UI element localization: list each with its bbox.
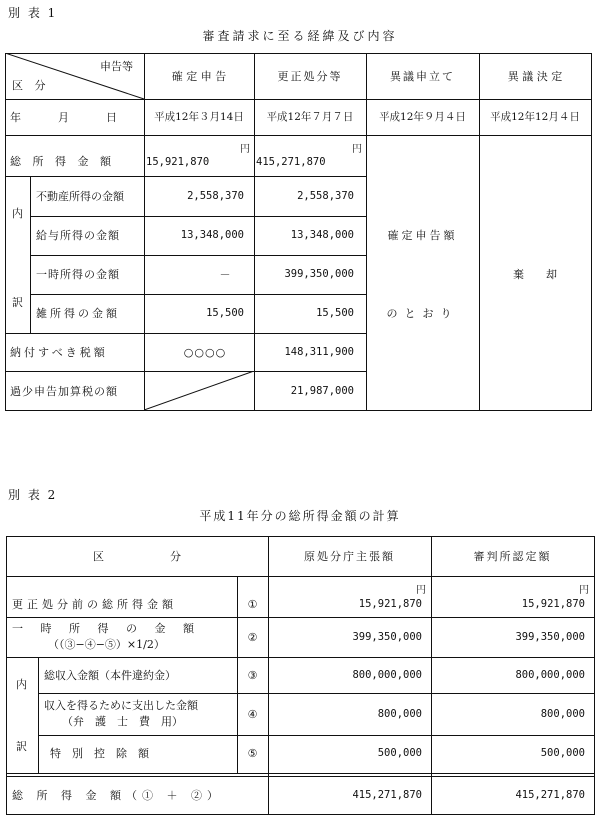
table2-row-value: 15,921,870 [521, 598, 585, 610]
table1-date-label: 年 月 日 [10, 111, 122, 124]
table2-col2-header: 審判所認定額 [473, 550, 552, 563]
table1-date-value: 平成12年９月４日 [379, 111, 466, 123]
table1-objection-merged-top: 確定申告額 [387, 229, 458, 242]
table2-yen-unit: 円 [579, 585, 589, 596]
table2-col0-header: 区 分 [93, 550, 181, 563]
table2-yen-unit: 円 [416, 585, 426, 596]
table2-breakdown-circle: ④ [247, 708, 258, 721]
table1-breakdown-value: 2,558,370 [187, 190, 244, 202]
table1-yen-unit: 円 [352, 144, 362, 155]
table1-breakdown-value: 15,500 [316, 307, 354, 319]
table2-breakdown-value: 800,000,000 [352, 669, 422, 681]
table2-col1-header: 原処分庁主張額 [304, 550, 395, 563]
table1-col-header: 確 定 申 告 [171, 70, 227, 83]
table1-col-header: 更正処分等 [277, 70, 343, 83]
table2-breakdown-value: 800,000 [377, 708, 422, 720]
table1-breakdown-value: 13,348,000 [290, 229, 354, 241]
table2-total-label: 総 所 得 金 額（① ＋ ②） [12, 789, 223, 802]
table2-breakdown-item-sublabel: （弁 護 士 費 用） [62, 715, 183, 728]
table1-decision-merged: 棄 却 [513, 268, 557, 281]
table1-breakdown-item-label: 不動産所得の金額 [36, 190, 124, 203]
table1-breakdown-item-label: 給与所得の金額 [36, 229, 120, 242]
table1-corner-bottom: 区 分 [12, 79, 50, 92]
table2-total-value: 415,271,870 [515, 789, 585, 801]
table2-row-circle: ② [247, 631, 258, 644]
table1-title: 審査請求に至る経緯及び内容 [202, 29, 398, 43]
table1-breakdown-item-label: 一時所得の金額 [36, 268, 120, 281]
table2-breakdown-value: 800,000 [540, 708, 585, 720]
table1-breakdown-value: 399,350,000 [284, 268, 354, 280]
table2-breakdown-value: 500,000 [377, 747, 422, 759]
table1-objection-merged-bottom: のとおり [386, 307, 459, 320]
table2-row-sublabel: （（③−④−⑤）×1/2） [48, 638, 165, 651]
table1-tax-value: ○○○○ [183, 346, 227, 359]
table2-breakdown-item-label: 収入を得るために支出した金額 [44, 699, 198, 712]
table1-col-header: 異議申立て [390, 70, 455, 83]
table1-breakdown-value: 15,500 [206, 307, 244, 319]
table1-total-value: 15,921,870 [146, 156, 210, 168]
table1-breakdown-label-bottom: 訳 [12, 296, 23, 309]
table1-tax-label: 納付すべき税額 [10, 346, 108, 359]
table1-label: 別 表 1 [8, 6, 58, 20]
table1-date-value: 平成12年７月７日 [266, 111, 354, 123]
table2-breakdown-item-label: 総収入金額（本件違約金） [44, 669, 176, 682]
table1-date-value: 平成12年３月14日 [154, 111, 244, 123]
table1-breakdown-value: 2,558,370 [297, 190, 354, 202]
table2-breakdown-circle: ③ [247, 669, 258, 682]
table2-breakdown-value: 800,000,000 [515, 669, 585, 681]
table2-label: 別 表 2 [8, 488, 58, 502]
table2-breakdown-item-label: 特 別 控 除 額 [50, 747, 149, 760]
table1-yen-unit: 円 [240, 144, 250, 155]
table2-title: 平成11年分の総所得金額の計算 [199, 509, 401, 523]
table2-breakdown-label-top: 内 [16, 678, 27, 691]
table2-row-label: 更正処分前の総所得金額 [12, 598, 177, 611]
table1-breakdown-label-top: 内 [12, 207, 23, 220]
table1-breakdown-item-label: 雑所得の金額 [36, 307, 120, 320]
table1-date-value: 平成12年12月４日 [490, 111, 580, 123]
table2-row-value: 399,350,000 [515, 631, 585, 643]
table1-breakdown-value: 13,348,000 [180, 229, 244, 241]
table2-breakdown-label-bottom: 訳 [16, 740, 27, 753]
table1-breakdown-value: － [219, 268, 231, 281]
table1-penalty-value: 21,987,000 [290, 385, 354, 397]
table2-breakdown-value: 500,000 [540, 747, 585, 759]
table1-penalty-diagonal [144, 371, 255, 411]
table1-tax-value: 148,311,900 [284, 346, 354, 358]
table2-row-value: 15,921,870 [358, 598, 422, 610]
table1-corner-top: 申告等 [100, 60, 133, 73]
table1-total-value: 415,271,870 [256, 156, 326, 168]
table2-row-circle: ① [247, 598, 258, 611]
table2-row-label: 一 時 所 得 の 金 額 [12, 622, 201, 635]
table2-total-value: 415,271,870 [352, 789, 422, 801]
table1-penalty-label: 過少申告加算税の額 [10, 385, 118, 398]
table1-total-label: 総 所 得 金 額 [10, 155, 115, 168]
table2-breakdown-circle: ⑤ [247, 747, 258, 760]
table1-col-header: 異 議 決 定 [507, 70, 563, 83]
table2-row-value: 399,350,000 [352, 631, 422, 643]
